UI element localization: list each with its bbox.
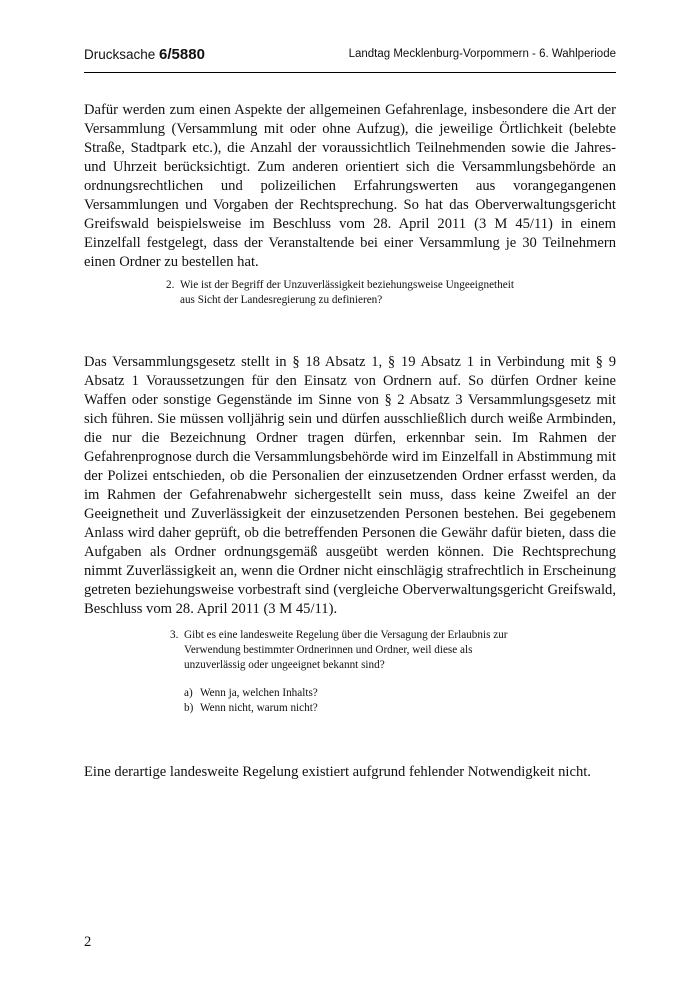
document-prefix: Drucksache (84, 47, 156, 62)
subitem-b-text: Wenn nicht, warum nicht? (200, 702, 318, 714)
page-number: 2 (84, 934, 92, 950)
question-3 (170, 628, 530, 673)
question-3-number: 3. (170, 629, 179, 641)
subitem-a-label: a) (184, 687, 193, 699)
document-id (84, 46, 205, 63)
question-2-number: 2. (166, 279, 175, 291)
header-divider (84, 72, 616, 73)
answer-paragraph-3: Eine derartige landesweite Regelung existiert aufgrund fehlender Notwendigkeit nicht. (84, 764, 591, 780)
subitem-b (184, 701, 484, 716)
question-2-text: Wie ist der Begriff der Unzuverlässigkeit beziehungsweise Ungeeignetheit aus Sicht der Landesregierung zu definieren? (180, 279, 514, 306)
subitem-a-text: Wenn ja, welchen Inhalts? (200, 687, 318, 699)
parliament-label: Landtag Mecklenburg-Vorpommern - 6. Wahlperiode (348, 48, 616, 60)
answer-paragraph-1: Dafür werden zum einen Aspekte der allgemeinen Gefahrenlage, insbesondere die Art der Versammlung (Versammlung mit oder ohne Aufzug), die jeweilige Örtlichkeit (belebte Straße, Stadtpark etc.), die Anzahl der voraussichtlich Teilnehmenden sowie die Jahres- und Uhrzeit berücksichtigt. Zum anderen orientiert sich die Versammlungsbehörde an ordnungsrechtlichen und polizeilichen Erfahrungswerten aus vorangegangenen Versammlungen und Vorgaben der Rechtsprechung. So hat das Oberverwaltungsgericht Greifswald beispielsweise im Beschluss vom 28. April 2011 (3 M 45/11) in einem Einzelfall festgelegt, dass der Veranstaltende bei einer Versammlung je 30 Teilnehmern einen Ordner zu bestellen hat. (84, 102, 616, 270)
answer-paragraph-2: Das Versammlungsgesetz stellt in § 18 Absatz 1, § 19 Absatz 1 in Verbindung mit § 9 Absatz 1 Voraussetzungen für den Einsatz von Ordnern auf. So dürfen Ordner keine Waffen oder sonstige Gegenstände im Sinne von § 2 Absatz 3 Versammlungsgesetz mit sich führen. Sie müssen volljährig sein und dürfen ausschließlich durch weiße Armbinden, die nur die Bezeichnung Ordner tragen dürfen, erkennbar sein. Im Rahmen der Gefahrenprognose durch die Versammlungsbehörde wird im Einzelfall in Abstimmung mit der Polizei entschieden, ob die Personalien der einzusetzenden Ordner erfasst werden, da im Rahmen der Gefahrenabwehr sichergestellt sein muss, dass keine Zweifel an der Geeignetheit und Zuverlässigkeit der einzusetzenden Personen bestehen. Bei gegebenem Anlass wird daher geprüft, ob die betreffenden Personen die Gewähr dafür bieten, dass die Aufgaben als Ordner ordnungsgemäß ausgeübt werden können. Die Rechtsprechung nimmt Zuverlässigkeit an, wenn die Ordner nicht einschlägig strafrechtlich in Erscheinung getreten beziehungsweise vorbestraft sind (vergleiche Oberverwaltungsgericht Greifswald, Beschluss vom 28. April 2011 (3 M 45/11). (84, 354, 616, 617)
subitem-a (184, 686, 484, 701)
document-number: 6/5880 (159, 46, 205, 63)
subitem-b-label: b) (184, 702, 194, 714)
page-header (84, 42, 616, 70)
question-3-text: Gibt es eine landesweite Regelung über die Versagung der Erlaubnis zur Verwendung bestimmter Ordnerinnen und Ordner, weil diese als unzuverlässig oder ungeeignet bekannt sind? (184, 629, 508, 671)
question-2 (166, 278, 526, 308)
question-3-subitems (184, 686, 484, 716)
